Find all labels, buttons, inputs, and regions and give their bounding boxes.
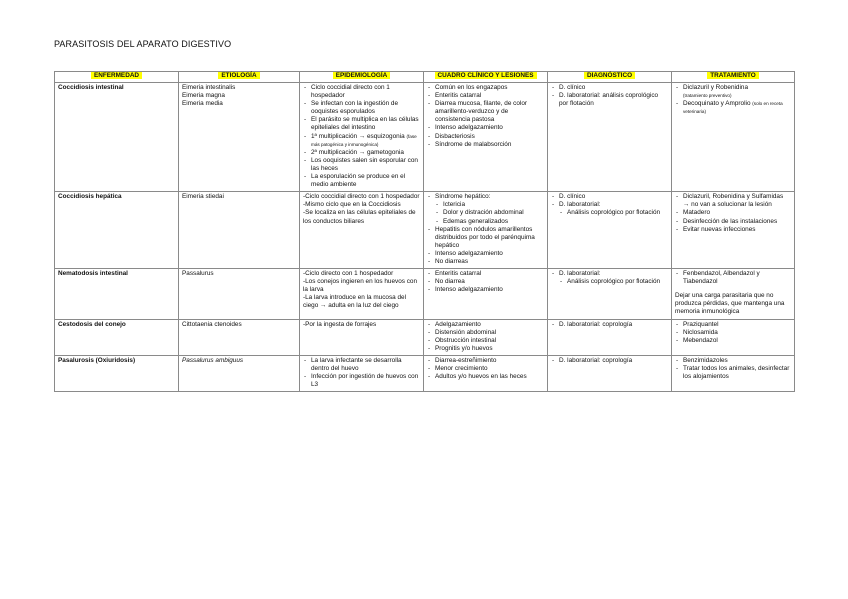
header-label: TRATAMIENTO: [707, 72, 758, 79]
header-label: ETIOLOGÍA: [218, 72, 259, 79]
table-row: [55, 355, 795, 391]
clinical-item: - Intenso adelgazamiento: [427, 124, 544, 132]
header-cell: [300, 72, 424, 83]
header-cell: [179, 72, 300, 83]
clinical-subitem: - Ictericia: [427, 201, 544, 209]
etiology-item: Eimeria intestinalis: [182, 84, 236, 91]
treatment-cell: [672, 192, 795, 269]
table-row: [55, 319, 795, 355]
diagnosis-cell: [548, 192, 672, 269]
treatment-text: Decoquinato y Amprolio: [683, 100, 751, 108]
disease-cell: Pasalurosis (Oxiuridosis): [55, 355, 179, 391]
table-header-row: [55, 72, 795, 83]
etiology-cell: [179, 83, 300, 192]
epidemiology-item: [303, 133, 420, 149]
treatment-item: - Tratar todos los animales, desinfectar los alojamientos: [675, 365, 791, 381]
etiology-cell: [179, 319, 300, 355]
treatment-item: - Praziquantel: [675, 321, 791, 329]
clinical-item: - Intenso adelgazamiento: [427, 286, 544, 294]
clinical-item: - No diarrea: [427, 278, 544, 286]
etiology-cell: [179, 269, 300, 319]
clinical-cell: [424, 192, 548, 269]
etiology-item: Eimeria magna: [182, 92, 225, 100]
epidemiology-cell: [300, 269, 424, 319]
table-row: [55, 269, 795, 319]
document-title: PARASITOSIS DEL APARATO DIGESTIVO: [54, 39, 232, 49]
epidemiology-item: -Mismo ciclo que en la Coccidiosis: [303, 201, 401, 209]
epidemiology-item: -La larva introduce en la mucosa del ciego → adulta en la luz del ciego: [303, 294, 407, 310]
clinical-item: - Enteritis catarral: [427, 92, 544, 100]
treatment-item: - Diclazuril, Robenidina y Sulfamidas → no van a solucionar la lesión: [675, 193, 791, 209]
diagnosis-cell: [548, 83, 672, 192]
diagnosis-item: - D. clínico: [551, 193, 668, 201]
treatment-item: - Evitar nuevas infecciones: [675, 226, 791, 234]
epidemiology-cell: [300, 83, 424, 192]
header-cell: [672, 72, 795, 83]
diagnosis-item: - D. laboratorial: análisis coprológico por flotación: [551, 92, 668, 108]
epidemiology-cell: [300, 355, 424, 391]
clinical-item: - Obstrucción intestinal: [427, 337, 544, 345]
diagnosis-item: - D. laboratorial:: [551, 270, 668, 278]
parasitosis-table: [54, 71, 795, 392]
clinical-cell: [424, 355, 548, 391]
epidemiology-item: -Ciclo directo con 1 hospedador: [303, 270, 394, 278]
diagnosis-subitem: - Análisis coprológico por flotación: [551, 209, 668, 217]
diagnosis-cell: [548, 319, 672, 355]
diagnosis-item: - D. laboratorial: coprología: [551, 357, 668, 365]
diagnosis-item: - D. laboratorial: coprología: [551, 321, 668, 329]
disease-cell: Coccidiosis intestinal: [55, 83, 179, 192]
treatment-item: [675, 100, 791, 116]
epidemiology-item: - El parásito se multiplica en las células epiteliales del intestino: [303, 116, 420, 132]
etiology-item: Eimeria media: [182, 100, 223, 108]
epidemiology-item: - Ciclo coccidial directo con 1 hospedador: [303, 84, 420, 100]
clinical-item: - Distensión abdominal: [427, 329, 544, 337]
epidemiology-item: -Se localiza en las células epiteliales de los conductos biliares: [303, 209, 416, 225]
epidemiology-item: -Los conejos ingieren en los huevos con la larva: [303, 278, 418, 294]
treatment-cell: [672, 83, 795, 192]
epidemiology-item: -Por la ingesta de forrajes: [303, 320, 377, 328]
header-cell: [424, 72, 548, 83]
clinical-item: - Disbacteriosis: [427, 133, 544, 141]
disease-cell: Coccidiosis hepática: [55, 192, 179, 269]
treatment-text: Diclazuril y Robenidina: [683, 84, 749, 91]
clinical-item: - No diarreas: [427, 258, 544, 266]
etiology-item: Passalurus ambiguus: [182, 356, 244, 364]
treatment-item: - Desinfección de las instalaciones: [675, 218, 791, 226]
header-label: EPIDEMIOLOGÍA: [333, 72, 390, 79]
header-label: DIAGNÓSTICO: [584, 72, 635, 79]
treatment-item: - Matadero: [675, 209, 791, 217]
treatment-cell: [672, 319, 795, 355]
clinical-item: - Diarrea-estreñimiento: [427, 357, 544, 365]
epidemiology-item: - Se infectan con la ingestión de ooquistes esporulados: [303, 100, 420, 116]
clinical-item: - Síndrome de malabsorción: [427, 141, 544, 149]
diagnosis-item: - D. laboratorial:: [551, 201, 668, 209]
epidemiology-cell: [300, 192, 424, 269]
clinical-item: - Diarrea mucosa, filante, de color amarillento-verduzco y de consistencia pastosa: [427, 100, 544, 124]
treatment-note: (tratamiento preventivo): [683, 93, 732, 99]
treatment-item: [675, 84, 791, 100]
treatment-item: - Niclosamida: [675, 329, 791, 337]
table-row: [55, 192, 795, 269]
clinical-cell: [424, 83, 548, 192]
clinical-subitem: - Edemas generalizados: [427, 218, 544, 226]
epidemiology-item: - Los ooquistes salen sin esporular con las heces: [303, 157, 420, 173]
clinical-subitem: - Dolor y distración abdominal: [427, 209, 544, 217]
table-row: [55, 83, 795, 192]
clinical-item: - Hepatitis con nódulos amarillentos distribuidos por todo el parénquima hepático: [427, 226, 544, 250]
clinical-item: - Prognitis y/o huevos: [427, 345, 544, 353]
epidemiology-item: - Infección por ingestión de huevos con L3: [303, 373, 420, 389]
clinical-item: - Adultos y/o huevos en las heces: [427, 373, 544, 381]
etiology-cell: [179, 192, 300, 269]
diagnosis-cell: [548, 269, 672, 319]
epidemiology-item: - 2ª multiplicación → gametogonia: [303, 149, 420, 157]
header-cell: [548, 72, 672, 83]
treatment-item: - Mebendazol: [675, 337, 791, 345]
etiology-item: Cittotaenia ctenoides: [182, 320, 242, 328]
treatment-item: - Fenbendazol, Albendazol y Tiabendazol: [675, 270, 791, 286]
disease-cell: Cestodosis del conejo: [55, 319, 179, 355]
epidemiology-item: -Ciclo coccidial directo con 1 hospedador: [303, 193, 420, 201]
diagnosis-cell: [548, 355, 672, 391]
treatment-cell: [672, 269, 795, 319]
epidemiology-note: (fase más patogénica y inmunogénica): [311, 133, 417, 147]
diagnosis-subitem: - Análisis coprológico por flotación: [551, 278, 668, 286]
clinical-item: - Menor crecimiento: [427, 365, 544, 373]
disease-cell: Nematodosis intestinal: [55, 269, 179, 319]
epidemiology-cell: [300, 319, 424, 355]
etiology-item: Eimeria stiedai: [182, 193, 224, 201]
diagnosis-item: - D. clínico: [551, 84, 668, 92]
clinical-cell: [424, 269, 548, 319]
epidemiology-item: - La esporulación se produce en el medio ambiente: [303, 173, 420, 189]
clinical-cell: [424, 319, 548, 355]
epidemiology-item: - La larva infectante se desarrolla dentro del huevo: [303, 357, 420, 373]
header-cell: [55, 72, 179, 83]
etiology-cell: [179, 355, 300, 391]
treatment-note: Dejar una carga parasitaria que no produzca pérdidas, que mantenga una memoria inmunológica: [675, 292, 785, 316]
clinical-item: - Adelgazamiento: [427, 321, 544, 329]
etiology-item: Passalurus: [182, 270, 214, 278]
clinical-item: - Intenso adelgazamiento: [427, 250, 544, 258]
clinical-item: - Enteritis catarral: [427, 270, 544, 278]
header-label: ENFERMEDAD: [91, 72, 142, 79]
treatment-item: - Benzimidazoles: [675, 357, 791, 365]
epidemiology-text: 1ª multiplicación → esquizogonia: [311, 132, 405, 140]
treatment-cell: [672, 355, 795, 391]
clinical-item: - Síndrome hepático:: [427, 193, 544, 201]
treatment-note: (solo en receta veterinaria): [683, 101, 783, 115]
clinical-item: - Común en los engazapos: [427, 84, 544, 92]
header-label: CUADRO CLÍNICO Y LESIONES: [435, 72, 537, 79]
